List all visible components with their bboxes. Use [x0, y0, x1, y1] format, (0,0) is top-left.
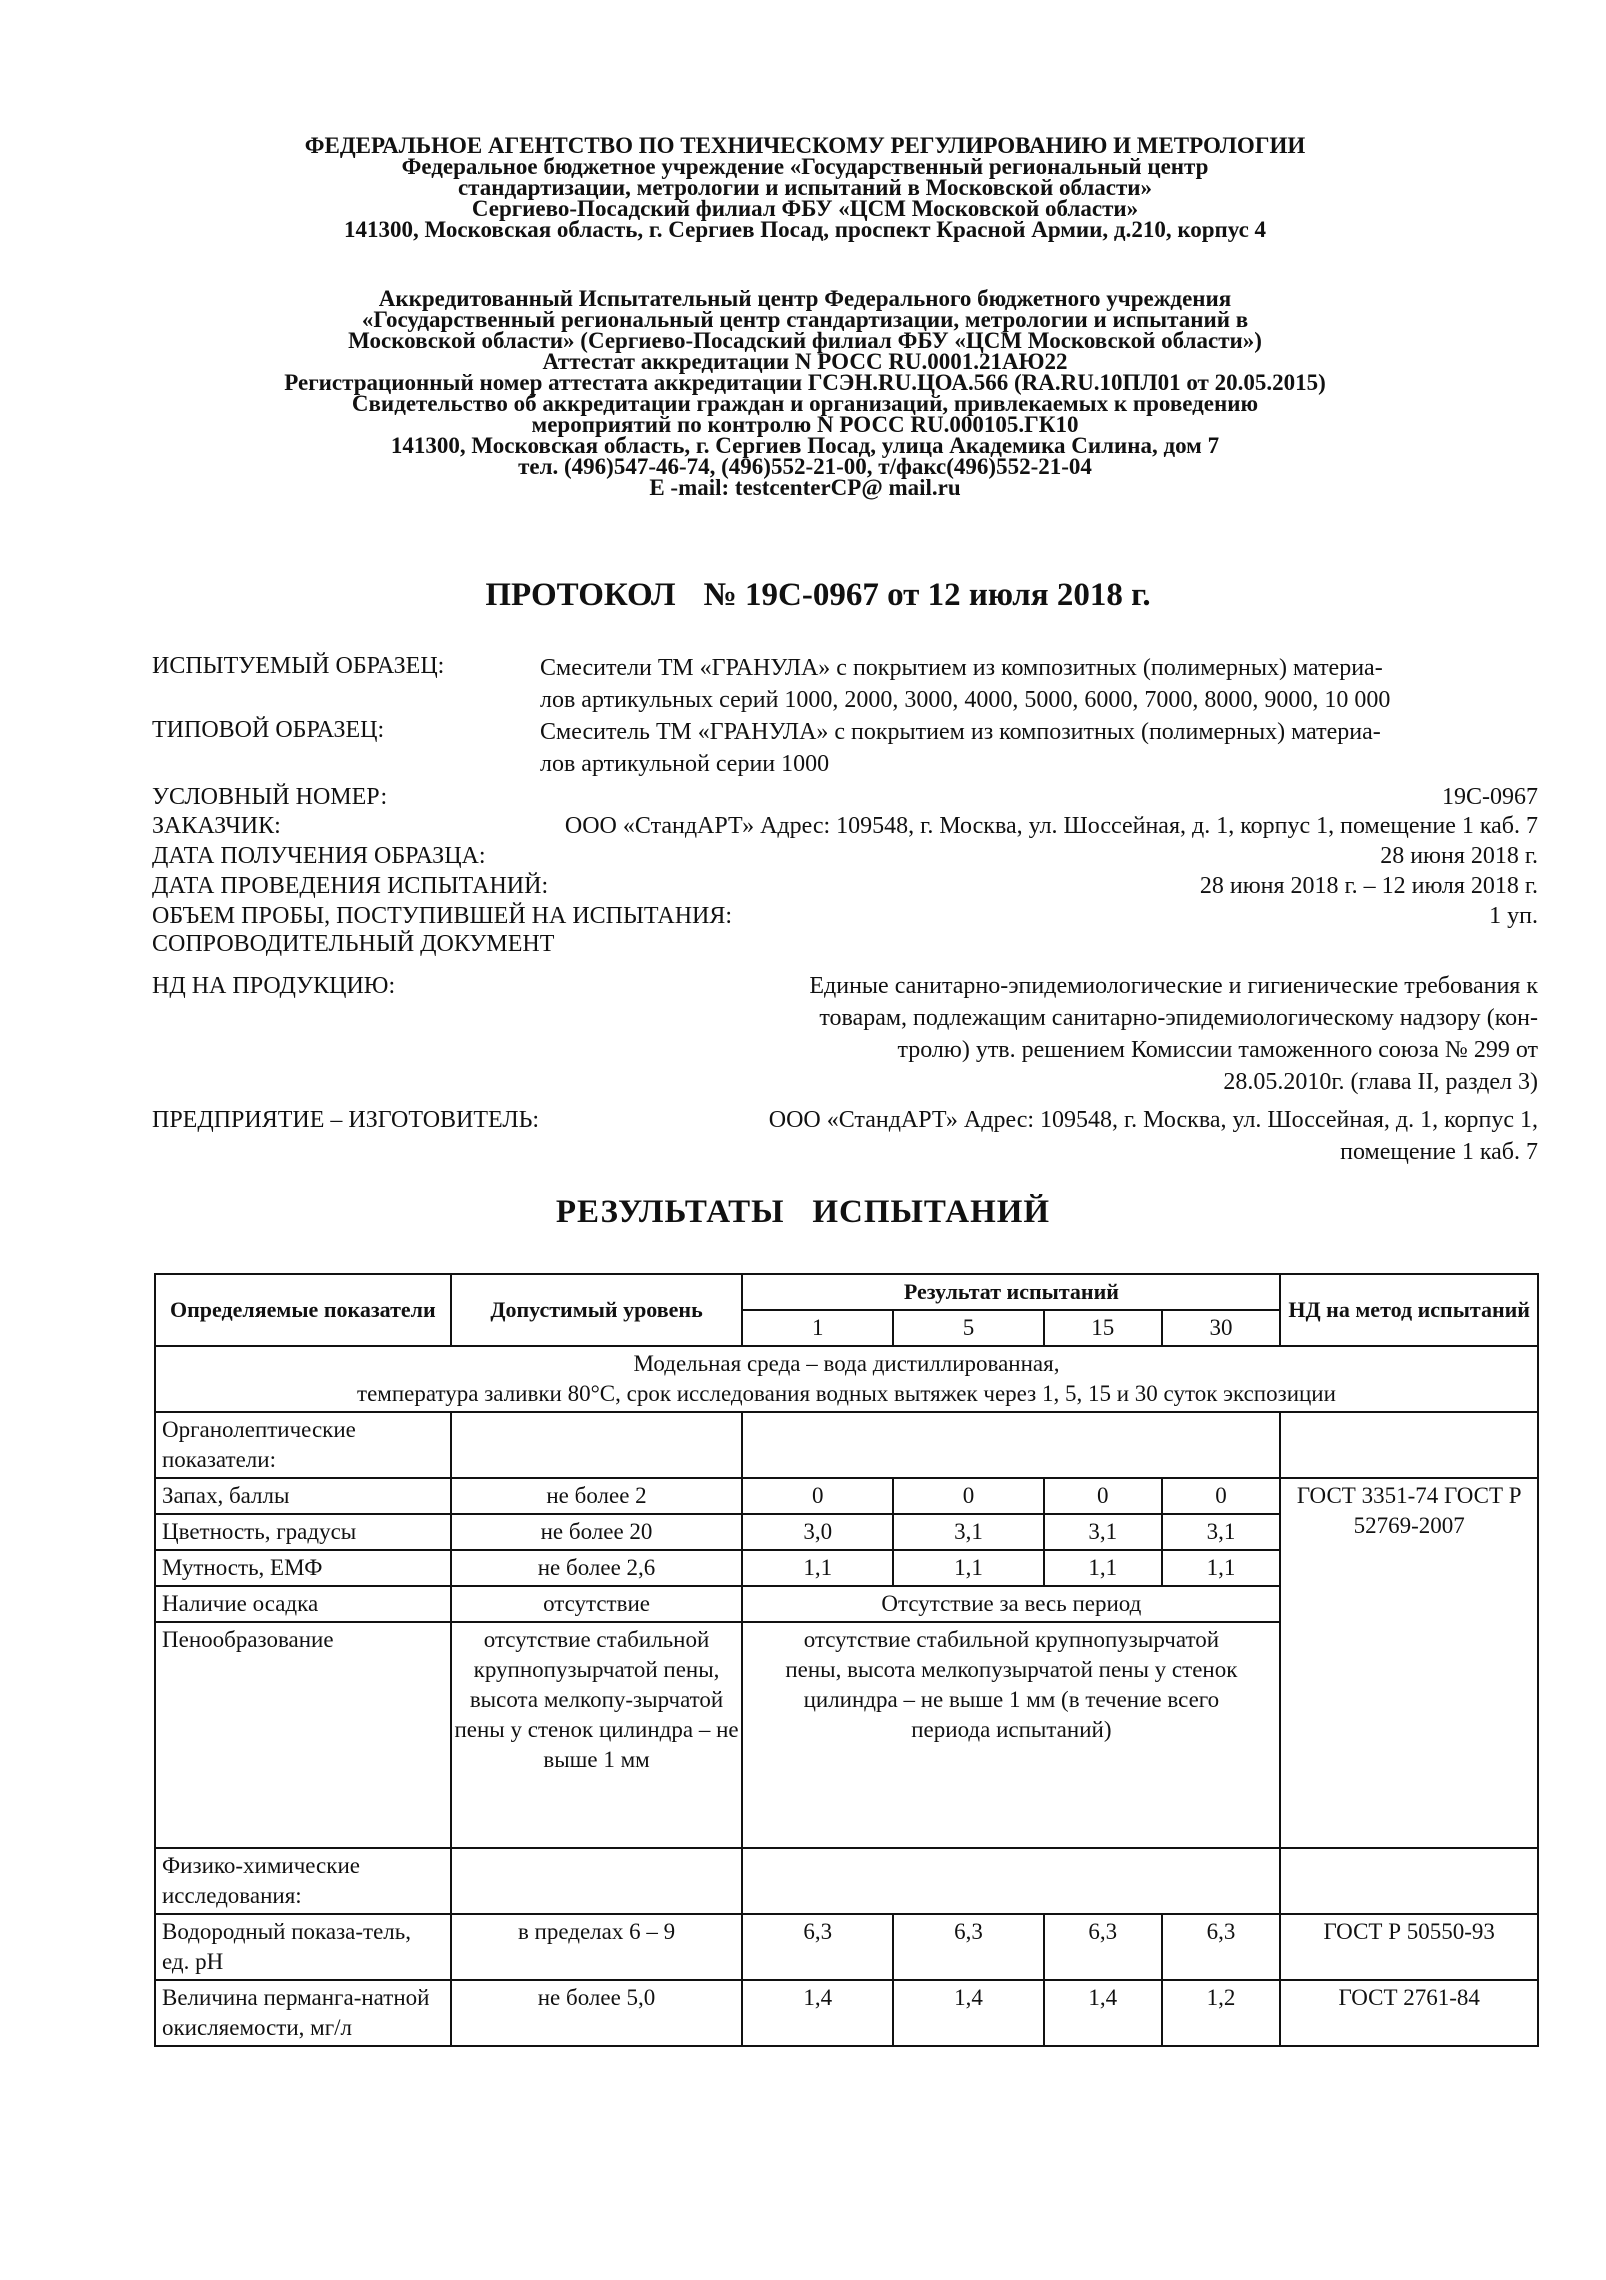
accreditation-certificate: Аттестат аккредитации N РОСС RU.0001.21АЮ22 — [542, 349, 1068, 374]
center-email: E -mail: testcenterCP@ mail.ru — [649, 475, 961, 500]
conditions-row — [155, 1346, 1538, 1412]
product-nd-label: НД НА ПРОДУКЦИЮ: — [152, 973, 396, 999]
result-value: 3,0 — [742, 1514, 893, 1550]
product-nd-line: Единые санитарно-эпидемиологические и гигиенические требования к — [809, 973, 1538, 999]
sample-value-line: лов артикульных серий 1000, 2000, 3000, 4000, 5000, 6000, 7000, 8000, 9000, 10 000 — [540, 687, 1391, 713]
typical-sample-label: ТИПОВОЙ ОБРАЗЕЦ: — [152, 717, 385, 743]
allowed-level: не более 5,0 — [451, 1980, 743, 2046]
empty-cell — [451, 1412, 743, 1478]
method-organoleptic: ГОСТ 3351-74 ГОСТ Р 52769-2007 — [1280, 1478, 1538, 1848]
result-value: 6,3 — [1044, 1914, 1162, 1980]
institution-address: 141300, Московская область, г. Сергиев Посад, проспект Красной Армии, д.210, корпус 4 — [343, 217, 1267, 242]
protocol-title — [0, 577, 1606, 614]
header-method: НД на метод испытаний — [1280, 1274, 1538, 1346]
method: ГОСТ 2761-84 — [1280, 1980, 1538, 2046]
customer-label: ЗАКАЗЧИК: — [152, 813, 281, 839]
method: ГОСТ Р 50550-93 — [1280, 1914, 1538, 1980]
group-row — [155, 1412, 1538, 1478]
result-value: 1,1 — [893, 1550, 1044, 1586]
empty-cell — [742, 1412, 1280, 1478]
allowed-level: не более 2 — [451, 1478, 743, 1514]
result-value: 1,4 — [742, 1980, 893, 2046]
empty-cell — [742, 1848, 1280, 1914]
result-merged: Отсутствие за весь период — [742, 1586, 1280, 1622]
test-conditions — [155, 1346, 1538, 1412]
result-value: 1,2 — [1162, 1980, 1281, 2046]
results-table — [154, 1273, 1539, 2047]
sample-volume-label: ОБЪЕМ ПРОБЫ, ПОСТУПИВШЕЙ НА ИСПЫТАНИЯ: — [152, 903, 733, 929]
manufacturer-line: ООО «СтандАРТ» Адрес: 109548, г. Москва, ул. Шоссейная, д. 1, корпус 1, — [768, 1107, 1538, 1133]
indicator-name: Наличие осадка — [155, 1586, 451, 1622]
product-nd-line: товарам, подлежащим санитарно-эпидемиологическому надзору (кон- — [819, 1005, 1538, 1031]
result-value: 3,1 — [1044, 1514, 1162, 1550]
table-header-row — [155, 1274, 1538, 1310]
accreditation-line: «Государственный региональный центр стандартизации, метрологии и испытаний в — [361, 307, 1249, 332]
group-physchem: Физико-химические исследования: — [155, 1848, 451, 1914]
empty-cell — [1280, 1412, 1538, 1478]
accreditation-header — [160, 288, 1450, 498]
protocol-number-date: № 19С-0967 от 12 июля 2018 г. — [703, 577, 1151, 613]
customer-value: ООО «СтандАРТ» Адрес: 109548, г. Москва, ул. Шоссейная, д. 1, корпус 1, помещение 1 каб. 7 — [564, 813, 1538, 839]
group-organoleptic: Органолептические показатели: — [155, 1412, 451, 1478]
indicator-name: Величина перманга-натной окисляемости, мг/л — [155, 1980, 451, 2046]
institution-line: стандартизации, метрологии и испытаний в Московской области» — [457, 175, 1153, 200]
test-dates-value: 28 июня 2018 г. – 12 июля 2018 г. — [1199, 873, 1538, 899]
typical-sample-line: Смеситель ТМ «ГРАНУЛА» с покрытием из композитных (полимерных) материа- — [540, 719, 1381, 745]
accreditation-line: Московской области» (Сергиево-Посадский филиал ФБУ «ЦСМ Московской области») — [348, 328, 1262, 353]
typical-sample-line: лов артикульной серии 1000 — [540, 751, 830, 777]
result-value: 6,3 — [1162, 1914, 1281, 1980]
indicator-name: Пенообразование — [155, 1622, 451, 1848]
sample-label: ИСПЫТУЕМЫЙ ОБРАЗЕЦ: — [152, 653, 445, 679]
sample-value-line: Смесители ТМ «ГРАНУЛА» с покрытием из композитных (полимерных) материа- — [540, 655, 1383, 681]
header-result: Результат испытаний — [742, 1274, 1280, 1310]
accompanying-document-label: СОПРОВОДИТЕЛЬНЫЙ ДОКУМЕНТ — [152, 931, 555, 957]
center-phones: тел. (496)547-46-74, (496)552-21-00, т/факс(496)552-21-04 — [518, 454, 1092, 479]
result-value: 6,3 — [742, 1914, 893, 1980]
center-address: 141300, Московская область, г. Сергиев Посад, улица Академика Силина, дом 7 — [390, 433, 1220, 458]
result-value: 3,1 — [893, 1514, 1044, 1550]
manufacturer-line: помещение 1 каб. 7 — [1340, 1139, 1538, 1165]
code-value: 19С-0967 — [1442, 784, 1538, 810]
header-day: 5 — [893, 1310, 1044, 1346]
institution-line: Сергиево-Посадский филиал ФБУ «ЦСМ Московской области» — [471, 196, 1139, 221]
result-value: 1,1 — [1044, 1550, 1162, 1586]
conditions-line: температура заливки 80°С, срок исследования водных вытяжек через 1, 5, 15 и 30 суток экспозиции — [357, 1381, 1336, 1406]
agency-name: ФЕДЕРАЛЬНОЕ АГЕНТСТВО ПО ТЕХНИЧЕСКОМУ РЕГУЛИРОВАНИЮ И МЕТРОЛОГИИ — [304, 133, 1306, 158]
certificate-line: Свидетельство об аккредитации граждан и организаций, привлекаемых к проведению — [351, 391, 1259, 416]
header-day: 30 — [1162, 1310, 1281, 1346]
result-value: 1,4 — [893, 1980, 1044, 2046]
allowed-level: не более 2,6 — [451, 1550, 743, 1586]
result-value: 6,3 — [893, 1914, 1044, 1980]
conditions-line: Модельная среда – вода дистиллированная, — [633, 1351, 1060, 1376]
empty-cell — [1280, 1848, 1538, 1914]
empty-cell — [451, 1848, 743, 1914]
product-nd-line: тролю) утв. решением Комиссии таможенного союза № 299 от — [897, 1037, 1538, 1063]
accreditation-line: Аккредитованный Испытательный центр Федерального бюджетного учреждения — [378, 286, 1232, 311]
header-day: 15 — [1044, 1310, 1162, 1346]
indicator-name: Водородный показа-тель, ед. рН — [155, 1914, 451, 1980]
indicator-name: Мутность, ЕМФ — [155, 1550, 451, 1586]
results-title: РЕЗУЛЬТАТЫ ИСПЫТАНИЙ — [555, 1194, 1051, 1230]
table-row — [155, 1980, 1538, 2046]
result-merged: отсутствие стабильной крупнопузырчатой пены, высота мелкопузырчатой пены у стенок цилиндра – не выше 1 мм (в течение всего периода испытаний) — [742, 1622, 1280, 1848]
received-date-label: ДАТА ПОЛУЧЕНИЯ ОБРАЗЦА: — [152, 843, 486, 869]
header-allowed-level: Допустимый уровень — [451, 1274, 743, 1346]
received-date-value: 28 июня 2018 г. — [1380, 843, 1538, 869]
allowed-level: не более 20 — [451, 1514, 743, 1550]
result-value: 0 — [893, 1478, 1044, 1514]
product-nd-line: 28.05.2010г. (глава II, раздел 3) — [1223, 1069, 1538, 1095]
protocol-label: ПРОТОКОЛ — [485, 577, 676, 613]
sample-volume-value: 1 уп. — [1489, 903, 1538, 929]
header-day: 1 — [742, 1310, 893, 1346]
test-dates-label: ДАТА ПРОВЕДЕНИЯ ИСПЫТАНИЙ: — [152, 873, 549, 899]
header-indicator: Определяемые показатели — [155, 1274, 451, 1346]
result-value: 0 — [1044, 1478, 1162, 1514]
result-value: 1,1 — [1162, 1550, 1281, 1586]
registration-number: Регистрационный номер аттестата аккредитации ГСЭН.RU.ЦОА.566 (RA.RU.10ПЛ01 от 20.05.2015) — [284, 370, 1326, 395]
result-value: 1,1 — [742, 1550, 893, 1586]
indicator-name: Цветность, градусы — [155, 1514, 451, 1550]
allowed-level: отсутствие стабильной крупнопузырчатой пены, высота мелкопу-зырчатой пены у стенок цилиндра – не выше 1 мм — [451, 1622, 743, 1848]
certificate-line: мероприятий по контролю N РОСС RU.000105.ГК10 — [531, 412, 1079, 437]
allowed-level: в пределах 6 – 9 — [451, 1914, 743, 1980]
result-value: 0 — [1162, 1478, 1281, 1514]
table-row — [155, 1478, 1538, 1514]
code-label: УСЛОВНЫЙ НОМЕР: — [152, 784, 388, 810]
group-row — [155, 1848, 1538, 1914]
indicator-name: Запах, баллы — [155, 1478, 451, 1514]
allowed-level: отсутствие — [451, 1586, 743, 1622]
result-value: 0 — [742, 1478, 893, 1514]
result-value: 1,4 — [1044, 1980, 1162, 2046]
institution-line: Федеральное бюджетное учреждение «Государственный региональный центр — [401, 154, 1209, 179]
manufacturer-label: ПРЕДПРИЯТИЕ – ИЗГОТОВИТЕЛЬ: — [152, 1107, 540, 1133]
result-value: 3,1 — [1162, 1514, 1281, 1550]
table-row — [155, 1914, 1538, 1980]
issuer-header — [160, 135, 1450, 240]
